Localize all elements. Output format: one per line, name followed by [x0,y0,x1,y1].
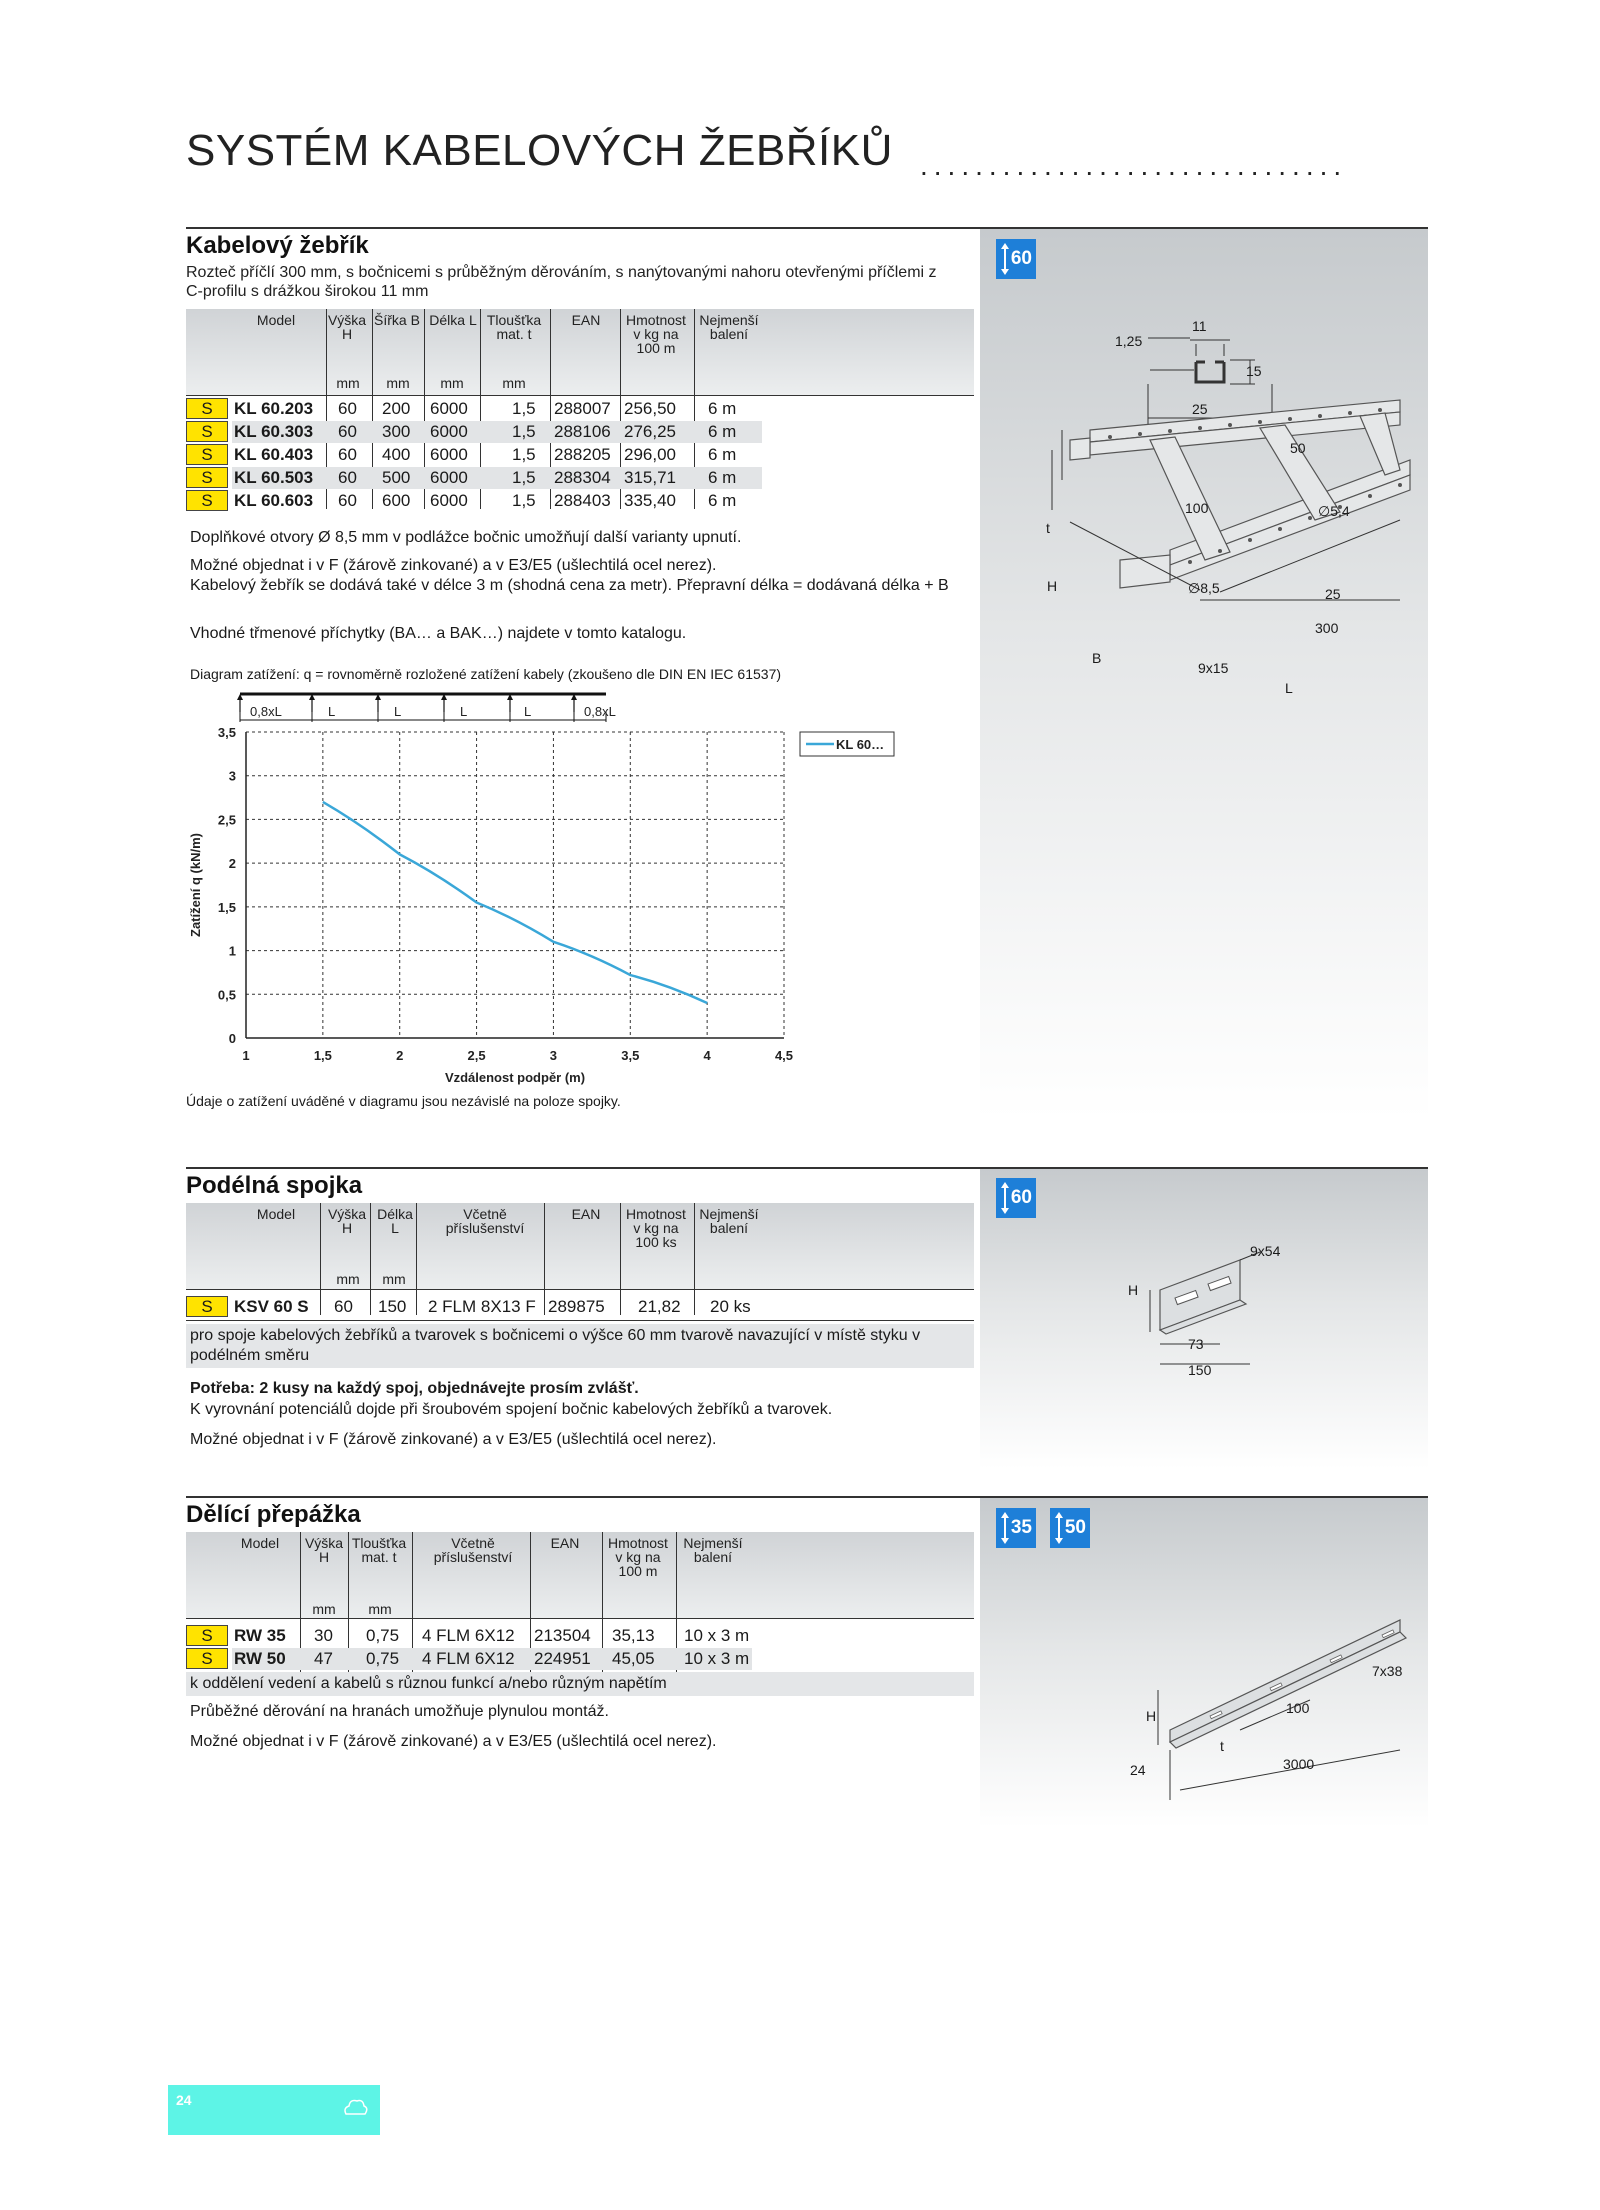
y-axis-label: Zatížení q (kN/m) [188,832,203,938]
diagram-footnote: Údaje o zatížení uváděné v diagramu jsou nezávislé na poloze spojky. [186,1093,621,1109]
x-tick-label: 2 [396,1048,404,1063]
y-tick-label: 0 [228,1031,236,1046]
x-tick-label: 4 [703,1048,711,1063]
stock-marker: S [186,467,228,488]
x-tick-label: 3 [549,1048,558,1063]
table-row: RW 35 30 0,75 4 FLM 6X12 213504 35,13 10 x 3 m [234,1626,750,1645]
note: Kabelový žebřík se dodává také v délce 3 m (shodná cena za metr). Přepravní délka = dodávaná délka + B [190,577,949,594]
span-label: 0,8xL [250,704,282,719]
table-row: KL 60.203 60 200 6000 1,5 288007 256,50 6 m [234,399,737,418]
col-header-length: Délka L [429,312,477,328]
note: Vhodné třmenové příchytky (BA… a BAK…) najdete v tomto katalogu. [190,625,687,642]
stock-marker: S [186,1625,228,1646]
section-title: Kabelový žebřík [186,232,369,259]
y-tick-label: 3 [228,768,236,784]
table-row: RW 50 47 0,75 4 FLM 6X12 224951 45,05 10 x 3 m [232,1648,752,1670]
section-title: Podélná spojka [186,1172,363,1199]
span-label: L [524,704,532,719]
span-label: L [394,704,402,719]
application-note: pro spoje kabelových žebříků a tvarovek s bočnicemi o výšce 60 mm tvarově navazující v místě styku v podélném směru [186,1324,974,1368]
page-title: SYSTÉM KABELOVÝCH ŽEBŘÍKŮ [186,126,893,175]
series-line [323,802,707,1003]
col-header-model: Model [256,312,296,328]
table-row: KL 60.403 60 400 6000 1,5 288205 296,00 6 m [234,445,737,464]
table-row: KL 60.503 60 500 6000 1,5 288304 315,71 6 m [232,467,762,489]
note: Možné objednat i v F (žárově zinkované) a v E3/E5 (ušlechtilá ocel nerez). [190,1733,717,1750]
y-tick-label: 3,5 [217,725,236,740]
y-tick-label: 2,5 [217,812,236,828]
ladder-drawing [1000,300,1420,720]
title-dots: ............................... [920,150,1348,180]
x-axis-label: Vzdálenost podpěr (m) [444,1070,586,1085]
application-note: k oddělení vedení a kabelů s různou funkcí a/nebo různým napětím [186,1672,974,1696]
table-row: KL 60.603 60 600 6000 1,5 288403 335,40 6 m [234,491,737,510]
stock-marker: S [186,421,228,442]
col-header-weight: Hmotnost v kg na 100 m [626,312,686,356]
x-tick-label: 1,5 [313,1048,332,1063]
height-badge: 60 [996,1178,1036,1218]
stock-marker: S [186,490,228,511]
y-tick-label: 1 [228,943,236,959]
span-label: L [460,704,468,719]
stock-marker: S [186,398,228,419]
stock-marker: S [186,1648,228,1669]
x-tick-label: 2,5 [467,1048,486,1063]
page-number: 24 [176,2092,192,2108]
col-header-ean: EAN [571,312,601,328]
col-header-height: Výška H [327,312,367,342]
section-description: Rozteč příčlí 300 mm, s bočnicemi s průběžným děrováním, s nanýtovanými nahoru otevřenými příčlemi z C-profilu s drážkou širokou 11 mm [186,264,937,300]
load-diagram [186,690,906,1110]
note: Doplňkové otvory Ø 8,5 mm v podlážce bočnic umožňují další varianty upnutí. [190,529,742,546]
note: K vyrovnání potenciálů dojde při šroubovém spojení bočnic kabelových žebříků a tvarovek. [190,1401,833,1418]
table-row: KL 60.303 60 300 6000 1,5 288106 276,25 6 m [232,421,762,443]
y-tick-label: 1,5 [217,899,236,915]
x-tick-label: 3,5 [621,1048,640,1063]
divider-drawing [1120,1600,1420,1810]
cloud-icon [340,2094,370,2124]
y-tick-label: 2 [228,856,236,872]
x-tick-label: 1 [242,1048,250,1063]
note: Průběžné děrování na hranách umožňuje plynulou montáž. [190,1703,609,1720]
stock-marker: S [186,444,228,465]
diagram-caption: Diagram zatížení: q = rovnoměrně rozložené zatížení kabely (zkoušeno dle DIN EN IEC 61537) [190,666,782,682]
y-tick-label: 0,5 [217,987,236,1003]
col-header-thickness: Tloušťka mat. t [486,312,542,342]
stock-marker: S [186,1296,228,1317]
table-row: KSV 60 S 60 150 2 FLM 8X13 F 289875 21,82 20 ks [234,1297,751,1316]
height-badge: 50 [1050,1508,1090,1548]
connector-drawing [1120,1240,1280,1380]
section-title: Dělící přepážka [186,1501,361,1528]
col-header-width: Šířka B [374,312,420,328]
requirement-note: Potřeba: 2 kusy na každý spoj, objednávejte prosím zvlášť. [190,1380,639,1397]
x-tick-label: 4,5 [774,1048,794,1063]
legend-label: KL 60… [836,737,885,752]
height-badge: 60 [996,239,1036,279]
height-badge: 35 [996,1508,1036,1548]
note: Možné objednat i v F (žárově zinkované) a v E3/E5 (ušlechtilá ocel nerez). [190,1431,717,1448]
col-header-pack: Nejmenší balení [699,312,759,342]
span-label: L [328,704,336,719]
note: Možné objednat i v F (žárově zinkované) a v E3/E5 (ušlechtilá ocel nerez). [190,557,717,574]
span-label: 0,8xL [584,704,616,719]
